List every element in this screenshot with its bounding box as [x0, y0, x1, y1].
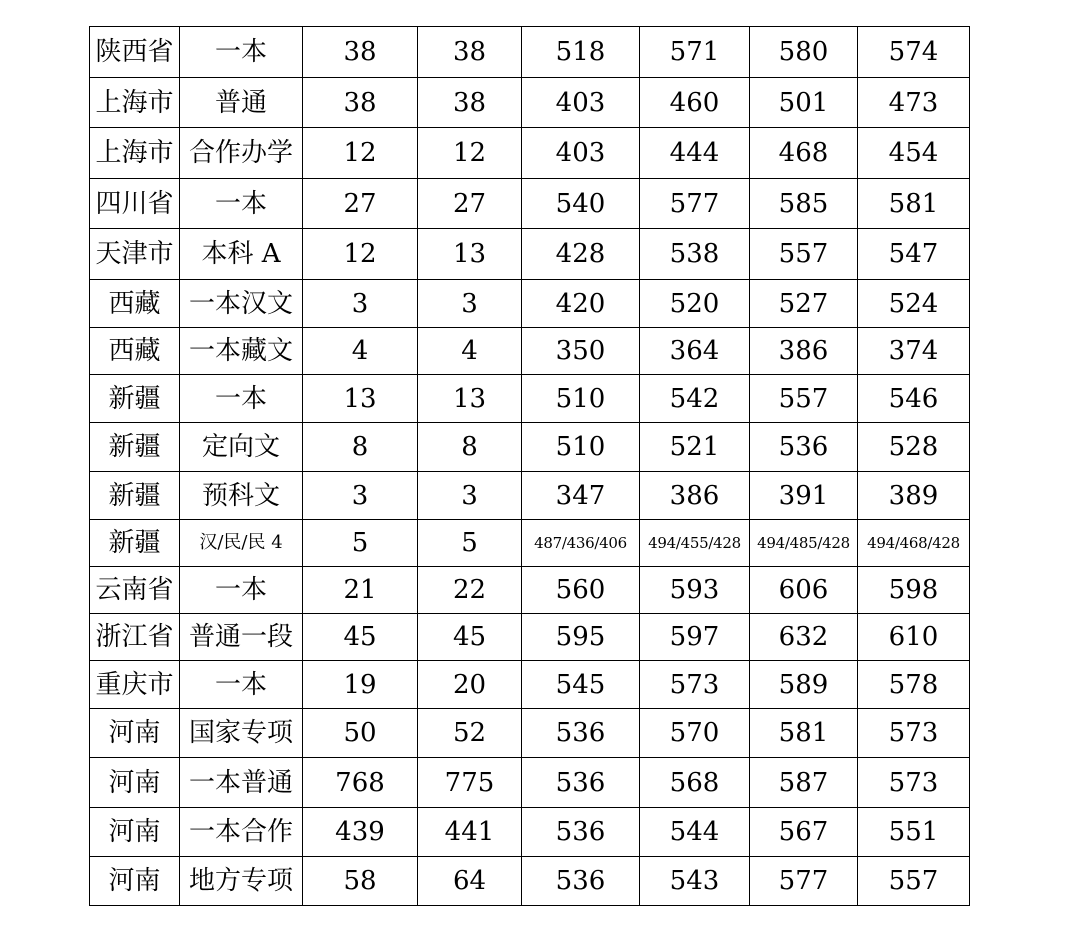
- value-cell-3: 536: [522, 857, 640, 906]
- table-row: [90, 179, 970, 229]
- value-cell-3: 536: [522, 709, 640, 758]
- category-cell: 国家专项: [180, 709, 303, 758]
- category-cell: 一本藏文: [180, 328, 303, 375]
- value-cell-6: 573: [858, 709, 970, 758]
- value-cell-2: 775: [418, 758, 522, 808]
- value-cell-1: 439: [303, 808, 418, 857]
- value-cell-2: 5: [418, 520, 522, 567]
- value-cell-2: 13: [418, 375, 522, 423]
- value-cell-5: 606: [750, 567, 858, 614]
- value-cell-1: 3: [303, 472, 418, 520]
- value-cell-6: 610: [858, 614, 970, 661]
- table-row: [90, 758, 970, 808]
- value-cell-2: 38: [418, 78, 522, 128]
- category-cell: 汉/民/民 4: [180, 520, 303, 567]
- value-cell-6: 551: [858, 808, 970, 857]
- region-cell: 新疆: [90, 423, 180, 472]
- category-cell: 普通一段: [180, 614, 303, 661]
- value-cell-1: 21: [303, 567, 418, 614]
- value-cell-1: 19: [303, 661, 418, 709]
- value-cell-2: 8: [418, 423, 522, 472]
- category-cell: 一本: [180, 567, 303, 614]
- category-cell: 普通: [180, 78, 303, 128]
- value-cell-5: 386: [750, 328, 858, 375]
- table-row: [90, 520, 970, 567]
- value-cell-3: 403: [522, 78, 640, 128]
- value-cell-1: 50: [303, 709, 418, 758]
- region-cell: 河南: [90, 808, 180, 857]
- value-cell-2: 4: [418, 328, 522, 375]
- value-cell-1: 45: [303, 614, 418, 661]
- category-cell: 一本: [180, 179, 303, 229]
- category-cell: 一本合作: [180, 808, 303, 857]
- value-cell-2: 64: [418, 857, 522, 906]
- category-cell: 一本普通: [180, 758, 303, 808]
- region-cell: 上海市: [90, 78, 180, 128]
- value-cell-1: 5: [303, 520, 418, 567]
- region-cell: 浙江省: [90, 614, 180, 661]
- table-row: [90, 280, 970, 328]
- value-cell-6: 581: [858, 179, 970, 229]
- value-cell-1: 27: [303, 179, 418, 229]
- category-cell: 一本汉文: [180, 280, 303, 328]
- category-cell: 预科文: [180, 472, 303, 520]
- value-cell-4: 444: [640, 128, 750, 179]
- value-cell-5: 527: [750, 280, 858, 328]
- value-cell-4: 570: [640, 709, 750, 758]
- value-cell-3: 420: [522, 280, 640, 328]
- table-row: [90, 808, 970, 857]
- value-cell-4: 597: [640, 614, 750, 661]
- table-row: [90, 375, 970, 423]
- region-cell: 河南: [90, 758, 180, 808]
- region-cell: 西藏: [90, 328, 180, 375]
- value-cell-5: 391: [750, 472, 858, 520]
- table-row: [90, 709, 970, 758]
- value-cell-3: 510: [522, 423, 640, 472]
- value-cell-5: 589: [750, 661, 858, 709]
- value-cell-2: 441: [418, 808, 522, 857]
- value-cell-6: 473: [858, 78, 970, 128]
- value-cell-3: 518: [522, 27, 640, 78]
- value-cell-3: 560: [522, 567, 640, 614]
- value-cell-6: 574: [858, 27, 970, 78]
- region-cell: 河南: [90, 709, 180, 758]
- category-cell: 合作办学: [180, 128, 303, 179]
- value-cell-3: 595: [522, 614, 640, 661]
- value-cell-6: 374: [858, 328, 970, 375]
- table-row: [90, 328, 970, 375]
- value-cell-4: 593: [640, 567, 750, 614]
- value-cell-4: 520: [640, 280, 750, 328]
- value-cell-5: 536: [750, 423, 858, 472]
- value-cell-3: 403: [522, 128, 640, 179]
- value-cell-4: 364: [640, 328, 750, 375]
- value-cell-5: 577: [750, 857, 858, 906]
- category-cell: 一本: [180, 661, 303, 709]
- value-cell-6: 578: [858, 661, 970, 709]
- value-cell-5: 501: [750, 78, 858, 128]
- value-cell-2: 52: [418, 709, 522, 758]
- value-cell-2: 3: [418, 472, 522, 520]
- table-row: [90, 27, 970, 78]
- value-cell-5: 632: [750, 614, 858, 661]
- value-cell-6: 547: [858, 229, 970, 280]
- value-cell-6: 528: [858, 423, 970, 472]
- region-cell: 西藏: [90, 280, 180, 328]
- value-cell-1: 12: [303, 128, 418, 179]
- value-cell-1: 4: [303, 328, 418, 375]
- value-cell-3: 536: [522, 808, 640, 857]
- value-cell-5: 494/485/428: [750, 520, 858, 567]
- value-cell-4: 544: [640, 808, 750, 857]
- category-cell: 一本: [180, 375, 303, 423]
- value-cell-4: 543: [640, 857, 750, 906]
- region-cell: 重庆市: [90, 661, 180, 709]
- table-row: [90, 567, 970, 614]
- value-cell-4: 542: [640, 375, 750, 423]
- table-row: [90, 614, 970, 661]
- value-cell-3: 487/436/406: [522, 520, 640, 567]
- value-cell-4: 460: [640, 78, 750, 128]
- region-cell: 河南: [90, 857, 180, 906]
- value-cell-6: 557: [858, 857, 970, 906]
- value-cell-5: 581: [750, 709, 858, 758]
- value-cell-5: 580: [750, 27, 858, 78]
- region-cell: 天津市: [90, 229, 180, 280]
- value-cell-1: 12: [303, 229, 418, 280]
- table-row: [90, 229, 970, 280]
- table-row: [90, 661, 970, 709]
- value-cell-2: 27: [418, 179, 522, 229]
- value-cell-3: 540: [522, 179, 640, 229]
- value-cell-4: 521: [640, 423, 750, 472]
- region-cell: 新疆: [90, 472, 180, 520]
- value-cell-1: 58: [303, 857, 418, 906]
- value-cell-4: 538: [640, 229, 750, 280]
- value-cell-3: 428: [522, 229, 640, 280]
- value-cell-5: 557: [750, 229, 858, 280]
- value-cell-5: 585: [750, 179, 858, 229]
- value-cell-3: 545: [522, 661, 640, 709]
- value-cell-3: 350: [522, 328, 640, 375]
- table-row: [90, 78, 970, 128]
- value-cell-2: 22: [418, 567, 522, 614]
- value-cell-4: 386: [640, 472, 750, 520]
- value-cell-2: 3: [418, 280, 522, 328]
- table-row: [90, 472, 970, 520]
- value-cell-2: 38: [418, 27, 522, 78]
- value-cell-6: 573: [858, 758, 970, 808]
- value-cell-6: 494/468/428: [858, 520, 970, 567]
- admission-score-table: [89, 26, 970, 906]
- value-cell-6: 546: [858, 375, 970, 423]
- value-cell-5: 468: [750, 128, 858, 179]
- category-cell: 本科 A: [180, 229, 303, 280]
- value-cell-4: 494/455/428: [640, 520, 750, 567]
- value-cell-2: 45: [418, 614, 522, 661]
- value-cell-4: 577: [640, 179, 750, 229]
- value-cell-5: 567: [750, 808, 858, 857]
- value-cell-4: 573: [640, 661, 750, 709]
- value-cell-1: 768: [303, 758, 418, 808]
- category-cell: 地方专项: [180, 857, 303, 906]
- value-cell-1: 38: [303, 78, 418, 128]
- value-cell-3: 536: [522, 758, 640, 808]
- value-cell-3: 347: [522, 472, 640, 520]
- region-cell: 陕西省: [90, 27, 180, 78]
- value-cell-2: 20: [418, 661, 522, 709]
- value-cell-5: 587: [750, 758, 858, 808]
- value-cell-5: 557: [750, 375, 858, 423]
- value-cell-1: 8: [303, 423, 418, 472]
- category-cell: 定向文: [180, 423, 303, 472]
- region-cell: 四川省: [90, 179, 180, 229]
- value-cell-1: 13: [303, 375, 418, 423]
- value-cell-4: 568: [640, 758, 750, 808]
- table-row: [90, 128, 970, 179]
- value-cell-4: 571: [640, 27, 750, 78]
- region-cell: 上海市: [90, 128, 180, 179]
- value-cell-6: 598: [858, 567, 970, 614]
- region-cell: 云南省: [90, 567, 180, 614]
- value-cell-6: 524: [858, 280, 970, 328]
- value-cell-2: 12: [418, 128, 522, 179]
- region-cell: 新疆: [90, 375, 180, 423]
- table-body: [90, 27, 970, 906]
- table-row: [90, 857, 970, 906]
- value-cell-6: 389: [858, 472, 970, 520]
- value-cell-6: 454: [858, 128, 970, 179]
- value-cell-1: 38: [303, 27, 418, 78]
- table-row: [90, 423, 970, 472]
- value-cell-3: 510: [522, 375, 640, 423]
- value-cell-1: 3: [303, 280, 418, 328]
- category-cell: 一本: [180, 27, 303, 78]
- region-cell: 新疆: [90, 520, 180, 567]
- value-cell-2: 13: [418, 229, 522, 280]
